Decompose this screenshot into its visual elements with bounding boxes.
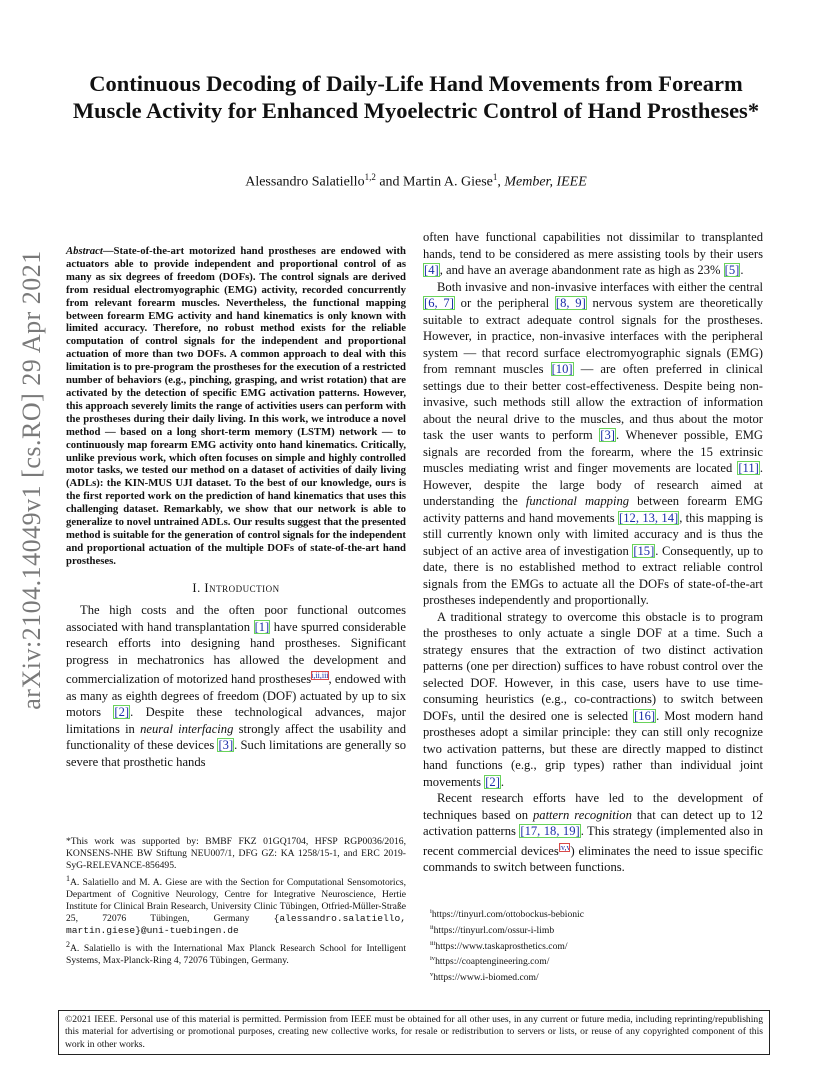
url-footnote: $^{iii}$https://www.taskaprosthetics.com/ xyxy=(430,939,568,952)
intro-paragraph-3: A traditional strategy to overcome this obstacle is to program the prostheses to only actuate a single DOF at a time. Such a strategy ensures that the extraction of two distinct activation patterns (one per direction) suffices to have robust control over the selected DOF. However, in this case, users have to use time-consuming heuristics (e.g., co-contractions) to switch between DOFs, until the desired one is selected [16]. Most modern hand prostheses adopt a similar principle: they can still only recognize two activation patterns, but these are directly mapped to distinct hand functions (e.g., grip types) rather than individual joint movements [2]. xyxy=(423,609,763,789)
funding-footnote: *This work was supported by: BMBF FKZ 01GQ1704, HFSP RGP0036/2016, KONSENS-NHE BW Stiftung NEU007/1, DFG GZ: KA 1258/15-1, and ERC 2019-SyG-RELEVANCE-856495. xyxy=(66,836,406,871)
citation-link[interactable]: [3] xyxy=(218,738,234,753)
intro-paragraph-4: Recent research efforts have led to the development of techniques based on pattern recognition that can detect up to 12 activation patterns [17, 18, 19]. This strategy (implemented also in recent commercial devices$^{iv,v}$) eliminates the need to issue specific commands to switch between functions. xyxy=(423,791,763,875)
url-footnote: $^v$https://www.i-biomed.com/ xyxy=(430,971,539,984)
url-link[interactable]: https://www.i-biomed.com/ xyxy=(433,972,539,984)
author-2-affil: 1 xyxy=(492,172,498,182)
intro-paragraph-2: Both invasive and non-invasive interfaces with either the central [6, 7] or the peripheral [8, 9] nervous system are theoretically suitable to extract adequate control signals for the prostheses. However, in practice, non-invasive interfaces with the peripheral system — that record surface electromyographic signals (EMG) from remnant muscles [10] — are often preferred in clinical settings due to their better cost-effectiveness. Despite being non-invasive, such methods still allow the extraction of information about the neural drive to the muscles, and thus about the motor task the user wants to perform [3]. Whenever possible, EMG signals are recorded from the forearm, where the 15 extrinsic muscles mediating wrist and finger movements are located [11]. However, despite the large body of research aimed at understanding the functional mapping between forearm EMG activity patterns and hand movements [12, 13, 14], this mapping is still currently known only with limited accuracy and is thus the subject of an active area of investigation [15]. Consequently, up to date, there is no established method to extract reliable control signals from the EMGs to actuate all the DOFs of state-of-the-art prostheses independently and proportionally. xyxy=(423,279,764,607)
arxiv-id-text: arXiv:2104.14049v1 [cs.RO] 29 Apr 2021 xyxy=(17,250,47,710)
author-line: Alessandro Salatiello$^{1,2}$ and Martin A. Giese$^1$, Member, IEEE xyxy=(245,172,587,190)
author-1-affil: 1,2 xyxy=(364,172,376,182)
section-heading-introduction: I. Introduction xyxy=(192,580,280,595)
email-addresses[interactable]: {alessandro.salatiello, martin.giese}@uni-tuebingen.de xyxy=(66,912,406,936)
citation-link[interactable]: [5] xyxy=(724,263,740,277)
citation-link[interactable]: [2] xyxy=(114,705,130,720)
citation-link[interactable]: [4] xyxy=(424,263,439,277)
citation-link[interactable]: [2] xyxy=(485,774,500,789)
citation-link[interactable]: [11] xyxy=(738,461,759,475)
url-footnote: $^i$https://tinyurl.com/ottobockus-bebionic xyxy=(430,908,584,921)
url-link[interactable]: https://tinyurl.com/ottobockus-bebionic xyxy=(431,909,584,921)
citation-link[interactable]: [8, 9] xyxy=(555,296,586,310)
intro-paragraph-1: The high costs and the often poor functional outcomes associated with hand transplantation [1] have spurred considerable research efforts into designing hand prostheses. Significant progress in mechatronics has allowed the development and commercialization of motorized hand prostheses$^{i,ii,iii}$, endowed with as many as eighth degrees of freedom (DOF) actuated by up to six motors [2]. Despite these technological advances, major limitations in neural interfacing strongly affect the usability and functionality of these devices [3]. Such limitations are generally so severe that prosthetic hands xyxy=(66,603,407,769)
url-link[interactable]: https://tinyurl.com/ossur-i-limb xyxy=(433,924,555,936)
intro-paragraph-cont: often have functional capabilities not dissimilar to transplanted hands, tend to be considered as mere assisting tools by their users [4], and have an average abandonment rate as high as 23% [5]. xyxy=(423,230,763,277)
affiliation-footnote-1: $^1$A. Salatiello and M. A. Giese are with the Section for Computational Sensomotorics, Department of Cognitive Neurology, Centre for Integrative Neuroscience, Hertie Institute for Clinical Brain Research, University Clinic Tübingen, Otfried-Müller-Straße 25, 72076 Tübingen, Germany {alessandro.salatiello, martin.giese}@uni-tuebingen.de xyxy=(66,874,406,936)
footnote-link[interactable]: i,ii,iii xyxy=(311,671,329,681)
arxiv-side-stamp xyxy=(12,200,52,760)
author-2: and Martin A. Giese xyxy=(375,174,493,190)
citation-link[interactable]: [15] xyxy=(633,543,655,558)
citation-link[interactable]: [10] xyxy=(551,362,573,376)
url-link[interactable]: https://www.taskaprosthetics.com/ xyxy=(435,940,568,952)
citation-link[interactable]: [12, 13, 14] xyxy=(619,510,679,525)
abstract-text: —State-of-the-art motorized hand prostheses are endowed with actuators able to provide independent and proportional control of as many as six degrees of freedom (DOFs). The control signals are derived from residual electromyographic (EMG) activity, recorded concurrently from relevant forearm muscles. Nevertheless, the functional mapping between forearm EMG activity and hand kinematics is only known with limited accuracy. Therefore, no robust method exists for the reliable computation of control signals for the independent and proportional actuation of more than two DOFs. A common approach to deal with this limitation is to pre-program the prostheses for the execution of a restricted number of behaviors (e.g., pinching, grasping, and wrist rotation) that are activated by the detection of specific EMG activation patterns. However, this approach severely limits the range of activities users can perform with the prostheses during their daily living. In this work, we introduce a novel method — based on a long short-term memory (LSTM) network — to continuously map forearm EMG activity onto hand kinematics. Critically, unlike previous work, which often focuses on simple and highly controlled motor tasks, we tested our method on a dataset of activities of daily living (ADLs): the KIN-MUS UJI dataset. To the best of our knowledge, ours is the first reported work on the prediction of hand kinematics that uses this challenging dataset. Remarkably, we show that our network is able to generalize to novel untrained ADLs. Our results suggest that the presented method is suitable for the generation of control signals for the independent and proportional actuation of the multiple DOFs of state-of-the-art hand prostheses. xyxy=(66,245,406,567)
url-footnotes xyxy=(430,906,770,985)
affiliation-footnote-2: $^2$A. Salatiello is with the International Max Planck Research School for Intelligent Systems, Max-Planck-Ring 4, 72076 Tübingen, Germany. xyxy=(66,939,406,966)
right-column xyxy=(423,229,763,876)
citation-link[interactable]: [6, 7] xyxy=(424,296,454,310)
url-link[interactable]: https://coaptengineering.com/ xyxy=(435,956,550,968)
copyright-notice: ©2021 IEEE. Personal use of this material is permitted. Permission from IEEE must be obtained for all other uses, in any current or future media, including reprinting/republishing this material for advertising or promotional purposes, creating new collective works, for resale or redistribution to servers or lists, or reuse of any copyrighted component of this work in other works. xyxy=(58,1010,770,1055)
left-column xyxy=(66,245,406,770)
abstract-label: Abstract xyxy=(66,245,103,257)
citation-link[interactable]: [1] xyxy=(254,619,270,634)
url-footnote: $^{ii}$https://tinyurl.com/ossur-i-limb xyxy=(430,923,555,936)
author-2-membership: Member, IEEE xyxy=(504,174,587,190)
url-footnote: $^{iv}$https://coaptengineering.com/ xyxy=(430,955,550,968)
citation-link[interactable]: [17, 18, 19] xyxy=(520,824,580,838)
author-1: Alessandro Salatiello xyxy=(245,174,365,190)
paper-title: Continuous Decoding of Daily-Life Hand Movements from Forearm Muscle Activity for Enhanced Myoelectric Control of Hand Prostheses* xyxy=(72,71,760,123)
abstract xyxy=(66,245,406,568)
citation-link[interactable]: [16] xyxy=(634,708,656,723)
left-footnotes xyxy=(66,836,406,968)
footnote-link[interactable]: iv,v xyxy=(558,842,571,852)
citation-link[interactable]: [3] xyxy=(600,428,615,442)
